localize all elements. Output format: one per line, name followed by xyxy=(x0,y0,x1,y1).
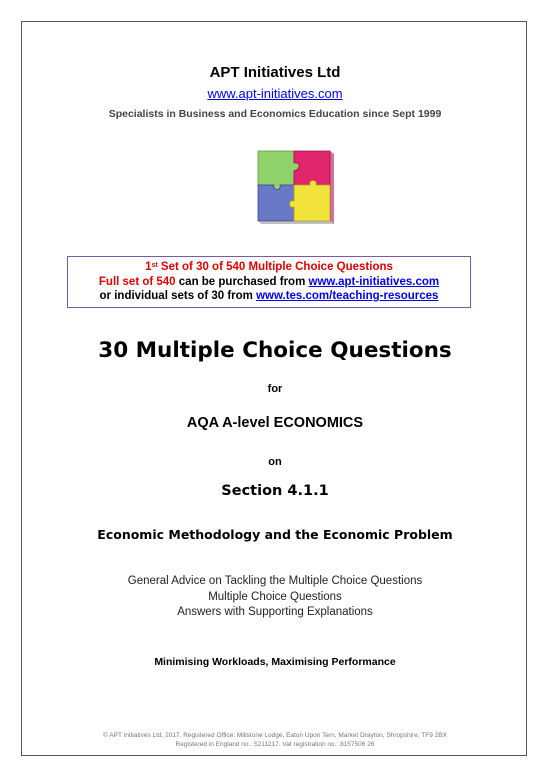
offer-individual-text: or individual sets of 30 from xyxy=(99,290,257,302)
offer-ordinal: 1 xyxy=(145,261,152,273)
company-url-link[interactable]: www.apt-initiatives.com xyxy=(207,86,343,101)
puzzle-piece-magenta xyxy=(294,151,330,185)
company-name: APT Initiatives Ltd xyxy=(209,64,341,81)
for-text: for xyxy=(267,383,283,395)
contents-item: Answers with Supporting Explanations xyxy=(177,606,373,618)
offer-ordinal-suffix: st xyxy=(151,262,158,269)
contents-item: General Advice on Tackling the Multiple Choice Questions xyxy=(127,575,423,587)
topic-title: Economic Methodology and the Economic Problem xyxy=(97,527,453,542)
on-text: on xyxy=(268,456,282,468)
puzzle-piece-blue xyxy=(258,185,294,221)
puzzle-piece-green xyxy=(258,151,299,190)
tagline: Specialists in Business and Economics Education since Sept 1999 xyxy=(108,108,442,120)
contents-list xyxy=(0,574,550,621)
offer-tes-link[interactable]: www.tes.com/teaching-resources xyxy=(256,290,439,302)
puzzle-piece-yellow xyxy=(290,181,331,222)
offer-line-3 xyxy=(68,289,470,304)
section-title: Section 4.1.1 xyxy=(221,483,329,499)
offer-box xyxy=(67,256,471,308)
footer xyxy=(0,731,550,749)
motto: Minimising Workloads, Maximising Performance xyxy=(154,656,396,668)
offer-line-1-text: Set of 30 of 540 Multiple Choice Questions xyxy=(157,261,393,273)
offer-line-1 xyxy=(68,260,470,275)
offer-full-set: Full set of 540 xyxy=(98,275,176,288)
subject-title: AQA A-level ECONOMICS xyxy=(186,415,364,431)
footer-line-2: Registered in England no.: 5211217. Vat registration no.: 8157506 26 xyxy=(175,741,375,748)
footer-line-1: © APT Initiatives Ltd, 2017. Registered Office: Millstone Lodge, Eaton Upon Tern, Market Drayton, Shropshire, TF9 2BX xyxy=(103,732,447,739)
offer-line-2 xyxy=(68,275,470,290)
main-title: 30 Multiple Choice Questions xyxy=(98,338,452,363)
contents-item: Multiple Choice Questions xyxy=(208,590,342,603)
offer-apt-link[interactable]: www.apt-initiatives.com xyxy=(308,275,440,288)
jigsaw-puzzle-icon xyxy=(254,145,334,225)
offer-purchase-text: can be purchased from xyxy=(175,275,309,288)
